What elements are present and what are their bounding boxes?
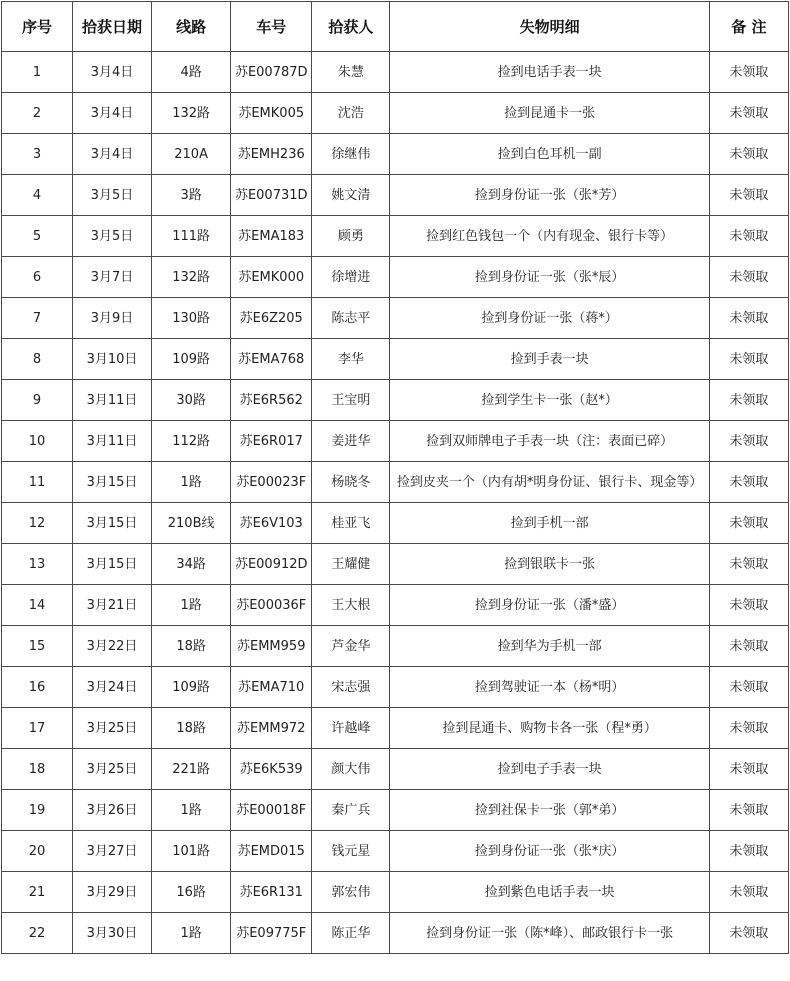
cell-item-details: 捡到电话手表一块 — [390, 52, 709, 93]
cell-item-details: 捡到身份证一张（张*庆） — [390, 831, 709, 872]
cell-found-date: 3月15日 — [72, 503, 151, 544]
table-row — [2, 52, 789, 93]
cell-item-details: 捡到红色钱包一个（内有现金、银行卡等） — [390, 216, 709, 257]
cell-serial-no: 15 — [2, 626, 73, 667]
cell-route: 30路 — [152, 380, 231, 421]
cell-found-date: 3月5日 — [72, 175, 151, 216]
header-found-date: 拾获日期 — [72, 2, 151, 52]
cell-finder: 桂亚飞 — [312, 503, 390, 544]
cell-finder: 杨晓冬 — [312, 462, 390, 503]
cell-plate-no: 苏EMA183 — [231, 216, 312, 257]
cell-finder: 姚文清 — [312, 175, 390, 216]
cell-plate-no: 苏E6V103 — [231, 503, 312, 544]
cell-plate-no: 苏EMK005 — [231, 93, 312, 134]
header-item-details: 失物明细 — [390, 2, 709, 52]
cell-serial-no: 14 — [2, 585, 73, 626]
cell-serial-no: 7 — [2, 298, 73, 339]
cell-found-date: 3月26日 — [72, 790, 151, 831]
table-row — [2, 339, 789, 380]
cell-finder: 沈浩 — [312, 93, 390, 134]
cell-route: 210B线 — [152, 503, 231, 544]
table-row — [2, 257, 789, 298]
cell-item-details: 捡到银联卡一张 — [390, 544, 709, 585]
cell-remarks: 未领取 — [709, 749, 788, 790]
header-serial-no: 序号 — [2, 2, 73, 52]
cell-route: 3路 — [152, 175, 231, 216]
cell-serial-no: 4 — [2, 175, 73, 216]
cell-serial-no: 12 — [2, 503, 73, 544]
cell-found-date: 3月7日 — [72, 257, 151, 298]
cell-serial-no: 20 — [2, 831, 73, 872]
cell-plate-no: 苏E6R562 — [231, 380, 312, 421]
cell-serial-no: 6 — [2, 257, 73, 298]
cell-finder: 王宝明 — [312, 380, 390, 421]
cell-serial-no: 9 — [2, 380, 73, 421]
cell-item-details: 捡到手机一部 — [390, 503, 709, 544]
cell-finder: 郭宏伟 — [312, 872, 390, 913]
cell-finder: 芦金华 — [312, 626, 390, 667]
cell-route: 130路 — [152, 298, 231, 339]
cell-serial-no: 13 — [2, 544, 73, 585]
table-row — [2, 872, 789, 913]
cell-remarks: 未领取 — [709, 503, 788, 544]
cell-finder: 王耀健 — [312, 544, 390, 585]
cell-item-details: 捡到身份证一张（陈*峰）、邮政银行卡一张 — [390, 913, 709, 954]
cell-route: 34路 — [152, 544, 231, 585]
table-row — [2, 216, 789, 257]
cell-serial-no: 18 — [2, 749, 73, 790]
cell-route: 1路 — [152, 462, 231, 503]
cell-item-details: 捡到驾驶证一本（杨*明） — [390, 667, 709, 708]
cell-route: 16路 — [152, 872, 231, 913]
cell-finder: 姜进华 — [312, 421, 390, 462]
cell-plate-no: 苏E09775F — [231, 913, 312, 954]
cell-route: 18路 — [152, 708, 231, 749]
cell-plate-no: 苏EMA710 — [231, 667, 312, 708]
table-row — [2, 462, 789, 503]
cell-route: 132路 — [152, 93, 231, 134]
table-row — [2, 380, 789, 421]
cell-remarks: 未领取 — [709, 216, 788, 257]
cell-remarks: 未领取 — [709, 626, 788, 667]
cell-remarks: 未领取 — [709, 544, 788, 585]
cell-finder: 陈志平 — [312, 298, 390, 339]
cell-finder: 许越峰 — [312, 708, 390, 749]
table-row — [2, 667, 789, 708]
cell-serial-no: 17 — [2, 708, 73, 749]
cell-item-details: 捡到身份证一张（张*芳） — [390, 175, 709, 216]
table-row — [2, 298, 789, 339]
table-row — [2, 585, 789, 626]
cell-route: 210A — [152, 134, 231, 175]
cell-found-date: 3月15日 — [72, 544, 151, 585]
cell-found-date: 3月25日 — [72, 749, 151, 790]
cell-item-details: 捡到电子手表一块 — [390, 749, 709, 790]
cell-finder: 宋志强 — [312, 667, 390, 708]
cell-found-date: 3月15日 — [72, 462, 151, 503]
cell-found-date: 3月25日 — [72, 708, 151, 749]
cell-serial-no: 3 — [2, 134, 73, 175]
cell-item-details: 捡到手表一块 — [390, 339, 709, 380]
cell-found-date: 3月9日 — [72, 298, 151, 339]
header-row — [2, 2, 789, 52]
cell-found-date: 3月30日 — [72, 913, 151, 954]
cell-route: 101路 — [152, 831, 231, 872]
cell-item-details: 捡到华为手机一部 — [390, 626, 709, 667]
cell-serial-no: 8 — [2, 339, 73, 380]
cell-found-date: 3月4日 — [72, 93, 151, 134]
cell-route: 109路 — [152, 667, 231, 708]
cell-plate-no: 苏E00787D — [231, 52, 312, 93]
table-row — [2, 708, 789, 749]
cell-plate-no: 苏E6Z205 — [231, 298, 312, 339]
cell-remarks: 未领取 — [709, 52, 788, 93]
cell-plate-no: 苏E6R131 — [231, 872, 312, 913]
cell-item-details: 捡到身份证一张（蒋*） — [390, 298, 709, 339]
cell-route: 109路 — [152, 339, 231, 380]
cell-remarks: 未领取 — [709, 339, 788, 380]
cell-remarks: 未领取 — [709, 667, 788, 708]
table-row — [2, 93, 789, 134]
cell-item-details: 捡到昆通卡一张 — [390, 93, 709, 134]
cell-finder: 颜大伟 — [312, 749, 390, 790]
cell-route: 1路 — [152, 913, 231, 954]
cell-plate-no: 苏E00018F — [231, 790, 312, 831]
cell-finder: 秦广兵 — [312, 790, 390, 831]
cell-finder: 陈正华 — [312, 913, 390, 954]
cell-item-details: 捡到社保卡一张（郭*弟） — [390, 790, 709, 831]
cell-remarks: 未领取 — [709, 872, 788, 913]
cell-found-date: 3月21日 — [72, 585, 151, 626]
cell-serial-no: 11 — [2, 462, 73, 503]
table-header — [2, 2, 789, 52]
cell-route: 112路 — [152, 421, 231, 462]
cell-route: 111路 — [152, 216, 231, 257]
table-row — [2, 626, 789, 667]
table-row — [2, 134, 789, 175]
cell-finder: 李华 — [312, 339, 390, 380]
cell-found-date: 3月10日 — [72, 339, 151, 380]
cell-finder: 徐增进 — [312, 257, 390, 298]
table-row — [2, 503, 789, 544]
cell-serial-no: 1 — [2, 52, 73, 93]
cell-found-date: 3月27日 — [72, 831, 151, 872]
cell-route: 132路 — [152, 257, 231, 298]
cell-remarks: 未领取 — [709, 585, 788, 626]
cell-item-details: 捡到紫色电话手表一块 — [390, 872, 709, 913]
lost-items-table — [1, 1, 789, 954]
cell-plate-no: 苏E6R017 — [231, 421, 312, 462]
cell-found-date: 3月29日 — [72, 872, 151, 913]
cell-serial-no: 16 — [2, 667, 73, 708]
cell-plate-no: 苏E00036F — [231, 585, 312, 626]
cell-route: 4路 — [152, 52, 231, 93]
cell-item-details: 捡到双师牌电子手表一块（注：表面已碎） — [390, 421, 709, 462]
cell-finder: 朱慧 — [312, 52, 390, 93]
cell-plate-no: 苏EMM959 — [231, 626, 312, 667]
cell-plate-no: 苏E00023F — [231, 462, 312, 503]
cell-found-date: 3月11日 — [72, 421, 151, 462]
table-row — [2, 749, 789, 790]
cell-plate-no: 苏EMK000 — [231, 257, 312, 298]
table-body — [2, 52, 789, 954]
table-row — [2, 421, 789, 462]
header-finder: 拾获人 — [312, 2, 390, 52]
cell-remarks: 未领取 — [709, 708, 788, 749]
cell-remarks: 未领取 — [709, 913, 788, 954]
cell-plate-no: 苏E00912D — [231, 544, 312, 585]
cell-route: 1路 — [152, 585, 231, 626]
cell-item-details: 捡到皮夹一个（内有胡*明身份证、银行卡、现金等） — [390, 462, 709, 503]
cell-found-date: 3月5日 — [72, 216, 151, 257]
cell-item-details: 捡到白色耳机一副 — [390, 134, 709, 175]
cell-remarks: 未领取 — [709, 421, 788, 462]
cell-remarks: 未领取 — [709, 257, 788, 298]
cell-serial-no: 19 — [2, 790, 73, 831]
cell-plate-no: 苏EMH236 — [231, 134, 312, 175]
cell-found-date: 3月4日 — [72, 134, 151, 175]
cell-plate-no: 苏EMA768 — [231, 339, 312, 380]
cell-route: 1路 — [152, 790, 231, 831]
cell-remarks: 未领取 — [709, 134, 788, 175]
table-row — [2, 175, 789, 216]
cell-finder: 王大根 — [312, 585, 390, 626]
header-remarks: 备 注 — [709, 2, 788, 52]
cell-remarks: 未领取 — [709, 298, 788, 339]
cell-found-date: 3月22日 — [72, 626, 151, 667]
table-row — [2, 913, 789, 954]
cell-finder: 钱元星 — [312, 831, 390, 872]
cell-plate-no: 苏E00731D — [231, 175, 312, 216]
cell-found-date: 3月11日 — [72, 380, 151, 421]
cell-plate-no: 苏E6K539 — [231, 749, 312, 790]
lost-items-sheet — [0, 1, 790, 981]
cell-remarks: 未领取 — [709, 462, 788, 503]
cell-finder: 顾勇 — [312, 216, 390, 257]
table-row — [2, 790, 789, 831]
cell-item-details: 捡到学生卡一张（赵*） — [390, 380, 709, 421]
table-row — [2, 544, 789, 585]
cell-plate-no: 苏EMM972 — [231, 708, 312, 749]
cell-remarks: 未领取 — [709, 380, 788, 421]
cell-remarks: 未领取 — [709, 831, 788, 872]
header-plate-no: 车号 — [231, 2, 312, 52]
cell-serial-no: 2 — [2, 93, 73, 134]
cell-serial-no: 22 — [2, 913, 73, 954]
cell-found-date: 3月4日 — [72, 52, 151, 93]
cell-found-date: 3月24日 — [72, 667, 151, 708]
cell-item-details: 捡到身份证一张（潘*盛） — [390, 585, 709, 626]
cell-remarks: 未领取 — [709, 175, 788, 216]
header-route: 线路 — [152, 2, 231, 52]
cell-serial-no: 5 — [2, 216, 73, 257]
cell-route: 18路 — [152, 626, 231, 667]
cell-route: 221路 — [152, 749, 231, 790]
cell-serial-no: 21 — [2, 872, 73, 913]
cell-serial-no: 10 — [2, 421, 73, 462]
cell-item-details: 捡到昆通卡、购物卡各一张（程*勇） — [390, 708, 709, 749]
table-row — [2, 831, 789, 872]
cell-finder: 徐继伟 — [312, 134, 390, 175]
cell-remarks: 未领取 — [709, 93, 788, 134]
cell-plate-no: 苏EMD015 — [231, 831, 312, 872]
cell-remarks: 未领取 — [709, 790, 788, 831]
cell-item-details: 捡到身份证一张（张*辰） — [390, 257, 709, 298]
